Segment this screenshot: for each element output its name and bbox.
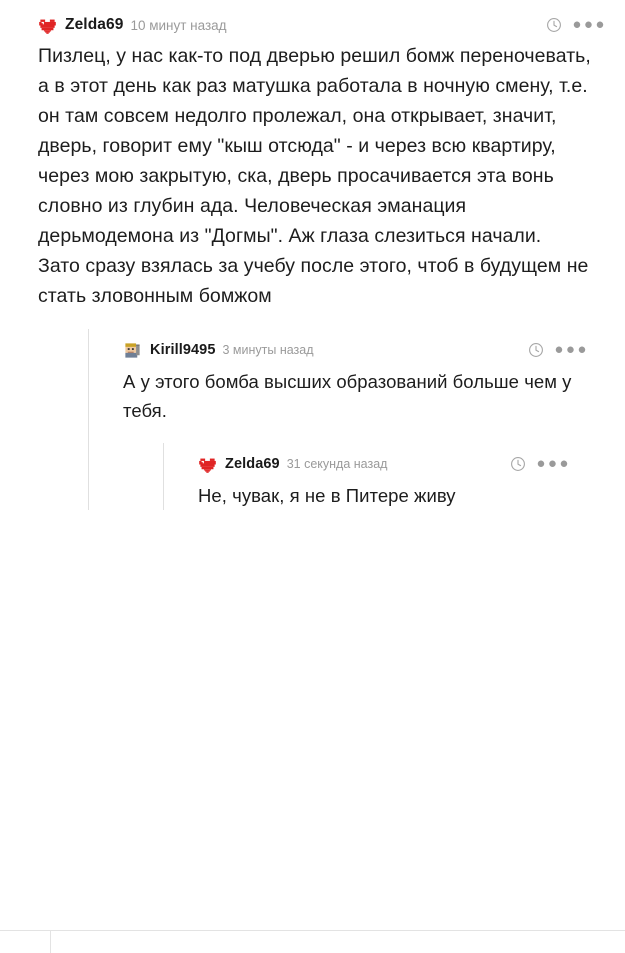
comment-author[interactable]: Zelda69 — [225, 456, 280, 472]
clock-icon[interactable] — [546, 17, 562, 33]
comment-body: Не, чувак, я не в Питере живу — [198, 485, 456, 506]
comment-header — [198, 453, 571, 475]
comment-header — [123, 339, 589, 361]
thread-line-stub — [50, 931, 51, 953]
clock-icon[interactable] — [528, 342, 544, 358]
comment-header-actions — [546, 17, 607, 33]
pixel-character-avatar[interactable] — [123, 341, 142, 360]
comment-header-actions — [510, 456, 571, 472]
comment-header-actions — [528, 342, 589, 358]
comment-header — [38, 14, 607, 36]
comment-body: Пизлец, у нас как-то под дверью решил бомж переночевать, а в этот день как раз матушка работала в ночную смену, т.е. он там совсем недолго пролежал, она открывает, значит, дверь, говорит ему "кыш отсюда" - и через всю квартиру, через мою закрытую, ска, дверь просачивается эта вонь словно из глубин ада. Человеческая эманация дерьмодемона из "Догмы". Аж глаза слезиться начали. — [38, 45, 597, 247]
pixel-heart-avatar[interactable] — [38, 16, 57, 35]
comment-reply-1 — [88, 329, 607, 510]
thread-divider — [0, 930, 625, 931]
pixel-heart-avatar[interactable] — [198, 455, 217, 474]
comment-reply-2 — [163, 443, 589, 510]
comment-timestamp: 10 минут назад — [130, 17, 227, 33]
more-options-icon[interactable]: ●●● — [536, 455, 571, 472]
more-options-icon[interactable]: ●●● — [554, 341, 589, 358]
comment-timestamp: 3 минуты назад — [222, 343, 314, 357]
comment-author[interactable]: Kirill9495 — [150, 342, 216, 358]
clock-icon[interactable] — [510, 456, 526, 472]
more-options-icon[interactable]: ●●● — [572, 16, 607, 33]
comment-author[interactable]: Zelda69 — [65, 16, 124, 33]
comment-body-2: Зато сразу взялась за учебу после этого, чтоб в будущем не стать зловонным бомжом — [38, 255, 594, 307]
comment-body: А у этого бомба высших образований больше чем у тебя. — [123, 371, 577, 421]
comment-timestamp: 31 секунда назад — [286, 457, 388, 471]
